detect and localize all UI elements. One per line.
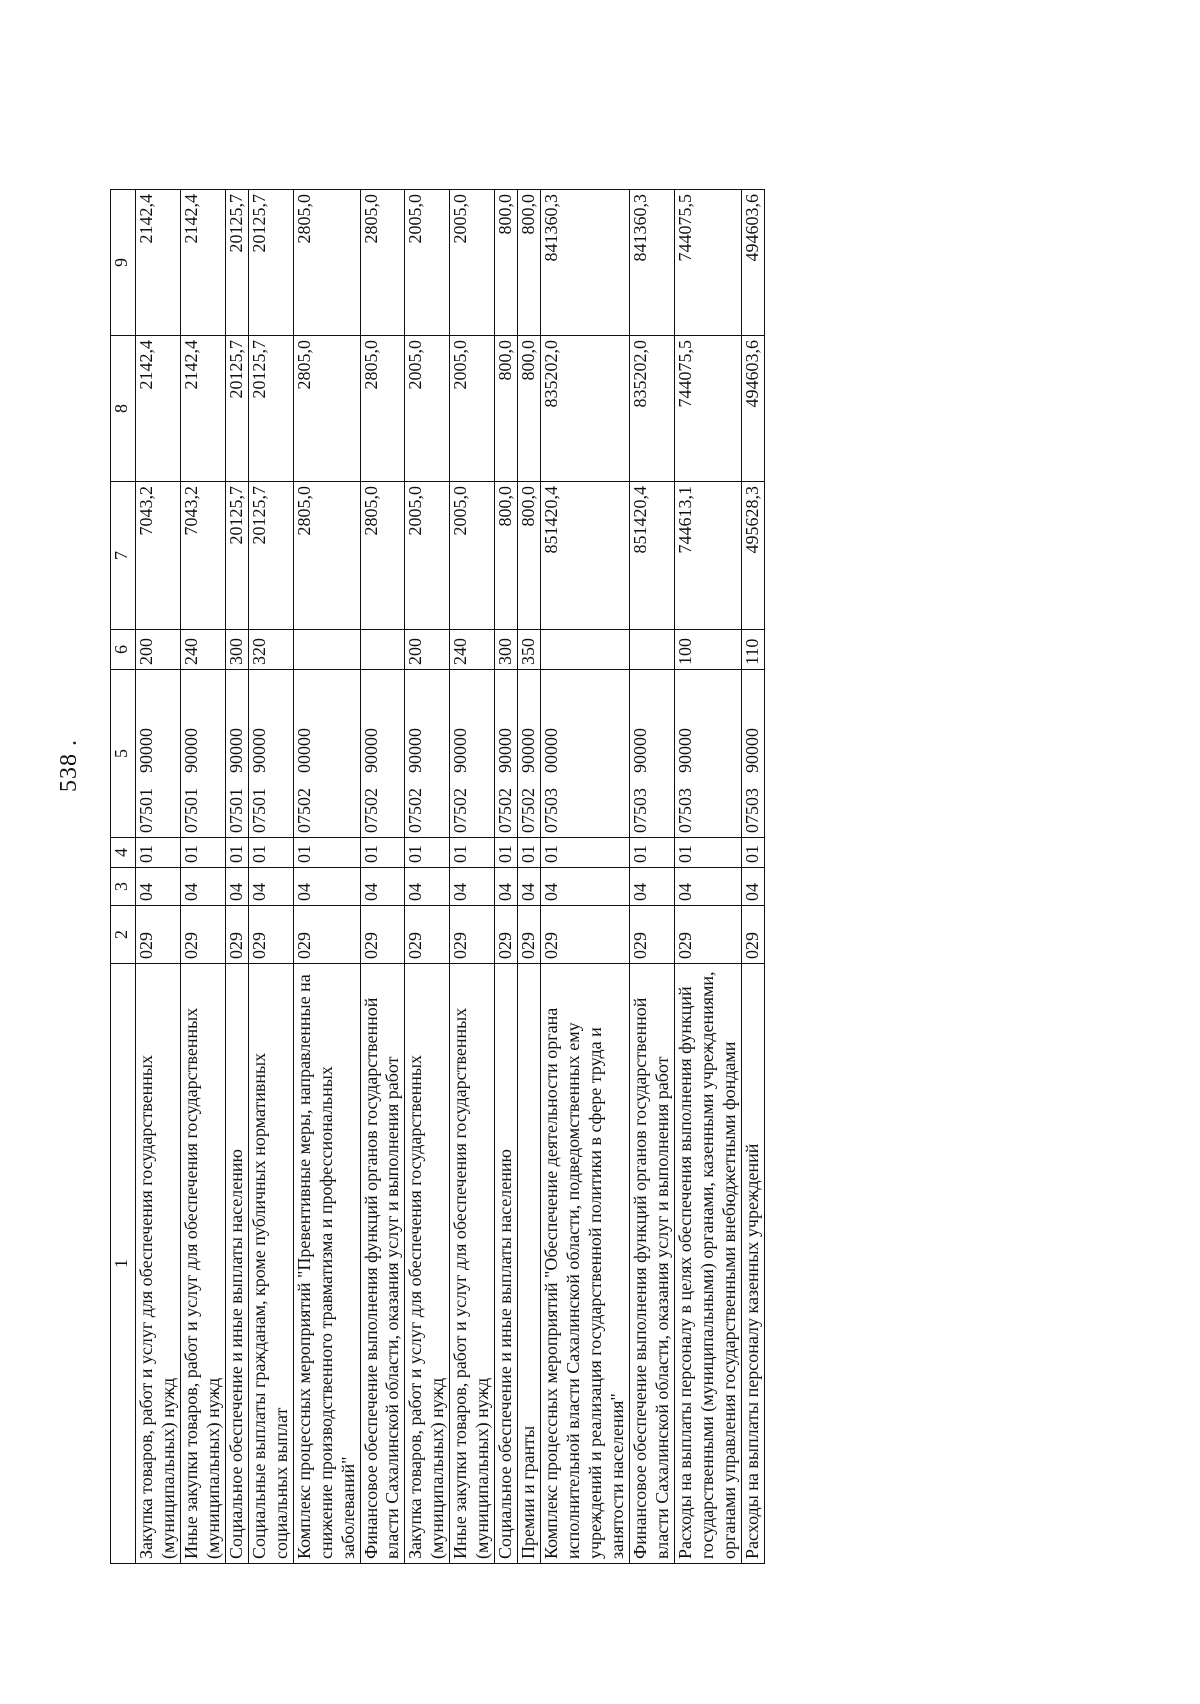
expense-type-cell: 100 bbox=[674, 630, 741, 670]
table-row bbox=[518, 190, 541, 1564]
subsection-code-cell: 01 bbox=[629, 838, 674, 868]
amount-year3-cell: 2805,0 bbox=[293, 190, 360, 336]
amount-year1-cell: 2005,0 bbox=[450, 482, 495, 630]
target-article-cell bbox=[495, 670, 518, 838]
budget-table bbox=[110, 189, 765, 1564]
target-article-cell bbox=[293, 670, 360, 838]
target-article-program: 07501 bbox=[136, 788, 156, 833]
table-row bbox=[629, 190, 674, 1564]
target-article-program: 07501 bbox=[225, 788, 246, 833]
expense-name-cell: Закупка товаров, работ и услуг для обеспечения государственных (муниципальных) нужд bbox=[405, 964, 450, 1564]
target-article-direction: 90000 bbox=[405, 728, 426, 773]
amount-year1-cell: 7043,2 bbox=[180, 482, 225, 630]
subsection-code-cell: 01 bbox=[180, 838, 225, 868]
header-cell: 2 bbox=[111, 906, 136, 964]
target-article-program: 07503 bbox=[741, 788, 762, 833]
target-article-program: 07502 bbox=[450, 788, 471, 833]
expense-type-cell: 300 bbox=[495, 630, 518, 670]
amount-year1-cell: 2805,0 bbox=[360, 482, 405, 630]
expense-type-cell bbox=[293, 630, 360, 670]
subsection-code-cell: 01 bbox=[518, 838, 541, 868]
section-code-cell: 04 bbox=[405, 868, 450, 906]
target-article-direction: 00000 bbox=[541, 728, 562, 773]
table-header-row bbox=[111, 190, 136, 1564]
page-number: 538 . bbox=[56, 739, 82, 792]
amount-year2-cell: 744075,5 bbox=[674, 336, 741, 482]
expense-type-cell bbox=[541, 630, 630, 670]
section-code-cell: 04 bbox=[248, 868, 293, 906]
amount-year2-cell: 20125,7 bbox=[225, 336, 248, 482]
table-row bbox=[225, 190, 248, 1564]
amount-year2-cell: 2142,4 bbox=[180, 336, 225, 482]
section-code-cell: 04 bbox=[629, 868, 674, 906]
expense-name-cell: Социальные выплаты гражданам, кроме публичных нормативных социальных выплат bbox=[248, 964, 293, 1564]
expense-type-cell: 200 bbox=[405, 630, 450, 670]
expense-name-cell: Закупка товаров, работ и услуг для обеспечения государственных (муниципальных) нужд bbox=[136, 964, 181, 1564]
amount-year2-cell: 2142,4 bbox=[136, 336, 181, 482]
header-cell: 8 bbox=[111, 336, 136, 482]
target-article-direction: 90000 bbox=[518, 728, 539, 773]
table-row bbox=[450, 190, 495, 1564]
amount-year1-cell: 744613,1 bbox=[674, 482, 741, 630]
section-code-cell: 04 bbox=[495, 868, 518, 906]
target-article-cell bbox=[450, 670, 495, 838]
ministry-code-cell: 029 bbox=[495, 906, 518, 964]
amount-year3-cell: 841360,3 bbox=[541, 190, 630, 336]
target-article-cell bbox=[405, 670, 450, 838]
target-article-direction: 90000 bbox=[180, 728, 201, 773]
section-code-cell: 04 bbox=[180, 868, 225, 906]
target-article-cell bbox=[360, 670, 405, 838]
target-article-program: 07502 bbox=[495, 788, 516, 833]
amount-year1-cell: 800,0 bbox=[495, 482, 518, 630]
expense-type-cell: 320 bbox=[248, 630, 293, 670]
subsection-code-cell: 01 bbox=[541, 838, 630, 868]
target-article-program: 07503 bbox=[674, 788, 695, 833]
expense-name-cell: Финансовое обеспечение выполнения функций органов государственной власти Сахалинской области, оказания услуг и выполнения работ bbox=[360, 964, 405, 1564]
ministry-code-cell: 029 bbox=[293, 906, 360, 964]
amount-year2-cell: 2005,0 bbox=[450, 336, 495, 482]
section-code-cell: 04 bbox=[136, 868, 181, 906]
subsection-code-cell: 01 bbox=[674, 838, 741, 868]
table-row bbox=[293, 190, 360, 1564]
header-cell: 4 bbox=[111, 838, 136, 868]
expense-name-cell: Расходы на выплаты персоналу в целях обеспечения выполнения функций государственными (муниципальными) органами, казенными учреждениями, органами управления государственными внебюджетными фондами bbox=[674, 964, 741, 1564]
subsection-code-cell: 01 bbox=[136, 838, 181, 868]
target-article-cell bbox=[629, 670, 674, 838]
ministry-code-cell: 029 bbox=[541, 906, 630, 964]
target-article-cell bbox=[180, 670, 225, 838]
target-article-program: 07502 bbox=[293, 788, 314, 833]
amount-year2-cell: 835202,0 bbox=[541, 336, 630, 482]
amount-year3-cell: 841360,3 bbox=[629, 190, 674, 336]
amount-year3-cell: 20125,7 bbox=[225, 190, 248, 336]
expense-name-cell: Финансовое обеспечение выполнения функций органов государственной власти Сахалинской области, оказания услуг и выполнения работ bbox=[629, 964, 674, 1564]
subsection-code-cell: 01 bbox=[225, 838, 248, 868]
section-code-cell: 04 bbox=[518, 868, 541, 906]
amount-year2-cell: 2805,0 bbox=[293, 336, 360, 482]
expense-name-cell: Комплекс процессных мероприятий "Превентивные меры, направленные на снижение производственного травматизма и профессиональных заболеваний" bbox=[293, 964, 360, 1564]
amount-year3-cell: 744075,5 bbox=[674, 190, 741, 336]
table-row bbox=[360, 190, 405, 1564]
subsection-code-cell: 01 bbox=[405, 838, 450, 868]
expense-type-cell: 240 bbox=[180, 630, 225, 670]
target-article-direction: 90000 bbox=[741, 728, 762, 773]
target-article-direction: 90000 bbox=[360, 728, 381, 773]
amount-year1-cell: 2005,0 bbox=[405, 482, 450, 630]
table-row bbox=[405, 190, 450, 1564]
expense-name-cell: Иные закупки товаров, работ и услуг для обеспечения государственных (муниципальных) нужд bbox=[180, 964, 225, 1564]
amount-year3-cell: 2005,0 bbox=[450, 190, 495, 336]
target-article-cell bbox=[518, 670, 541, 838]
target-article-program: 07503 bbox=[629, 788, 650, 833]
section-code-cell: 04 bbox=[450, 868, 495, 906]
ministry-code-cell: 029 bbox=[629, 906, 674, 964]
amount-year3-cell: 2805,0 bbox=[360, 190, 405, 336]
target-article-program: 07502 bbox=[518, 788, 539, 833]
target-article-program: 07502 bbox=[360, 788, 381, 833]
target-article-direction: 90000 bbox=[629, 728, 650, 773]
target-article-direction: 90000 bbox=[450, 728, 471, 773]
amount-year2-cell: 2805,0 bbox=[360, 336, 405, 482]
amount-year3-cell: 494603,6 bbox=[741, 190, 764, 336]
expense-type-cell: 300 bbox=[225, 630, 248, 670]
target-article-program: 07503 bbox=[541, 788, 562, 833]
amount-year1-cell: 800,0 bbox=[518, 482, 541, 630]
table-row bbox=[541, 190, 630, 1564]
amount-year2-cell: 2005,0 bbox=[405, 336, 450, 482]
expense-name-cell: Премии и гранты bbox=[518, 964, 541, 1564]
amount-year1-cell: 851420,4 bbox=[541, 482, 630, 630]
amount-year1-cell: 20125,7 bbox=[225, 482, 248, 630]
ministry-code-cell: 029 bbox=[405, 906, 450, 964]
subsection-code-cell: 01 bbox=[495, 838, 518, 868]
ministry-code-cell: 029 bbox=[136, 906, 181, 964]
subsection-code-cell: 01 bbox=[741, 838, 764, 868]
target-article-program: 07502 bbox=[405, 788, 426, 833]
ministry-code-cell: 029 bbox=[674, 906, 741, 964]
section-code-cell: 04 bbox=[225, 868, 248, 906]
target-article-direction: 00000 bbox=[293, 728, 314, 773]
section-code-cell: 04 bbox=[674, 868, 741, 906]
target-article-cell bbox=[248, 670, 293, 838]
target-article-cell bbox=[136, 670, 181, 838]
target-article-cell bbox=[674, 670, 741, 838]
expense-name-cell: Расходы на выплаты персоналу казенных учреждений bbox=[741, 964, 764, 1564]
expense-type-cell: 240 bbox=[450, 630, 495, 670]
ministry-code-cell: 029 bbox=[180, 906, 225, 964]
header-cell: 6 bbox=[111, 630, 136, 670]
expense-type-cell bbox=[360, 630, 405, 670]
target-article-direction: 90000 bbox=[225, 728, 246, 773]
header-cell: 3 bbox=[111, 868, 136, 906]
amount-year3-cell: 2142,4 bbox=[136, 190, 181, 336]
table-row bbox=[248, 190, 293, 1564]
target-article-cell bbox=[541, 670, 630, 838]
amount-year1-cell: 2805,0 bbox=[293, 482, 360, 630]
amount-year3-cell: 800,0 bbox=[518, 190, 541, 336]
table-row bbox=[741, 190, 764, 1564]
amount-year1-cell: 7043,2 bbox=[136, 482, 181, 630]
header-cell: 9 bbox=[111, 190, 136, 336]
table-body bbox=[136, 190, 765, 1564]
ministry-code-cell: 029 bbox=[741, 906, 764, 964]
section-code-cell: 04 bbox=[741, 868, 764, 906]
subsection-code-cell: 01 bbox=[293, 838, 360, 868]
expense-name-cell: Комплекс процессных мероприятий "Обеспечение деятельности органа исполнительной власти Сахалинской области, подведомственных ему учреждений и реализация государственной политики в сфере труда и занятости населения" bbox=[541, 964, 630, 1564]
header-cell: 5 bbox=[111, 670, 136, 838]
amount-year1-cell: 851420,4 bbox=[629, 482, 674, 630]
table-row bbox=[136, 190, 181, 1564]
expense-type-cell bbox=[629, 630, 674, 670]
target-article-program: 07501 bbox=[180, 788, 201, 833]
target-article-direction: 90000 bbox=[674, 728, 695, 773]
expense-type-cell: 200 bbox=[136, 630, 181, 670]
amount-year2-cell: 835202,0 bbox=[629, 336, 674, 482]
expense-type-cell: 110 bbox=[741, 630, 764, 670]
amount-year3-cell: 2142,4 bbox=[180, 190, 225, 336]
amount-year2-cell: 800,0 bbox=[495, 336, 518, 482]
ministry-code-cell: 029 bbox=[518, 906, 541, 964]
amount-year1-cell: 495628,3 bbox=[741, 482, 764, 630]
table-row bbox=[495, 190, 518, 1564]
expense-type-cell: 350 bbox=[518, 630, 541, 670]
amount-year2-cell: 800,0 bbox=[518, 336, 541, 482]
ministry-code-cell: 029 bbox=[248, 906, 293, 964]
section-code-cell: 04 bbox=[360, 868, 405, 906]
target-article-direction: 90000 bbox=[495, 728, 516, 773]
subsection-code-cell: 01 bbox=[450, 838, 495, 868]
amount-year3-cell: 20125,7 bbox=[248, 190, 293, 336]
target-article-cell bbox=[741, 670, 764, 838]
subsection-code-cell: 01 bbox=[360, 838, 405, 868]
amount-year2-cell: 20125,7 bbox=[248, 336, 293, 482]
target-article-cell bbox=[225, 670, 248, 838]
expense-name-cell: Социальное обеспечение и иные выплаты населению bbox=[495, 964, 518, 1564]
target-article-direction: 90000 bbox=[136, 728, 156, 773]
expense-name-cell: Социальное обеспечение и иные выплаты населению bbox=[225, 964, 248, 1564]
section-code-cell: 04 bbox=[293, 868, 360, 906]
expense-name-cell: Иные закупки товаров, работ и услуг для обеспечения государственных (муниципальных) нужд bbox=[450, 964, 495, 1564]
table-row bbox=[180, 190, 225, 1564]
amount-year3-cell: 2005,0 bbox=[405, 190, 450, 336]
header-cell: 1 bbox=[111, 964, 136, 1564]
ministry-code-cell: 029 bbox=[360, 906, 405, 964]
ministry-code-cell: 029 bbox=[225, 906, 248, 964]
table-row bbox=[674, 190, 741, 1564]
ministry-code-cell: 029 bbox=[450, 906, 495, 964]
amount-year2-cell: 494603,6 bbox=[741, 336, 764, 482]
header-cell: 7 bbox=[111, 482, 136, 630]
amount-year1-cell: 20125,7 bbox=[248, 482, 293, 630]
target-article-program: 07501 bbox=[248, 788, 269, 833]
subsection-code-cell: 01 bbox=[248, 838, 293, 868]
section-code-cell: 04 bbox=[541, 868, 630, 906]
target-article-direction: 90000 bbox=[248, 728, 269, 773]
amount-year3-cell: 800,0 bbox=[495, 190, 518, 336]
